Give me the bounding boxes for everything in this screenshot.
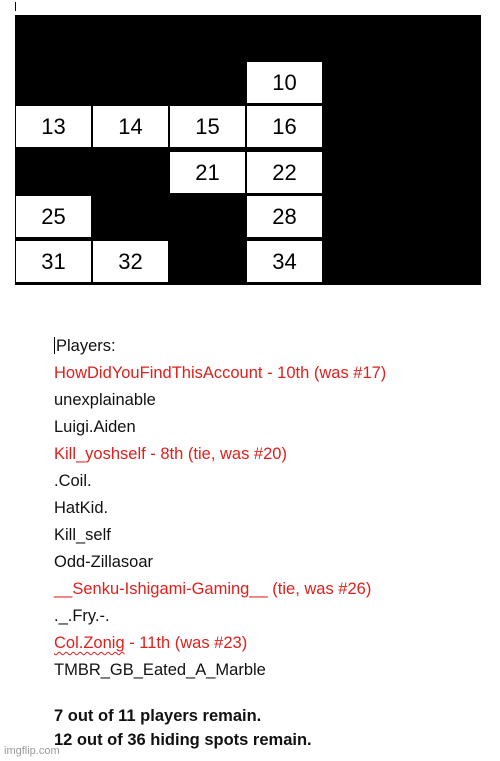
hiding-spot-cell: 28 [247,196,322,237]
player-eliminated: HowDidYouFindThisAccount - 10th (was #17) [54,364,387,382]
players-heading [54,333,494,360]
hiding-spot-cell: 15 [170,106,245,147]
hiding-spot-cell: 32 [93,241,168,282]
players-heading-text: Players: [56,337,116,355]
hiding-spot-cell: 31 [16,241,91,282]
hiding-spot-cell: 16 [247,106,322,147]
hiding-spot-cell: 13 [16,106,91,147]
text-cursor [15,2,16,11]
player-placement: - 11th (was #23) [124,634,248,652]
player-eliminated: __Senku-Ishigami-Gaming__ (tie, was #26) [54,580,372,598]
hiding-spot-board [15,15,481,285]
player-eliminated: Kill_yoshself - 8th (tie, was #20) [54,445,287,463]
hiding-spot-cell: 10 [247,62,322,103]
player-active: HatKid. [54,499,109,517]
player-name-spellcheck: Col.Zonig [54,634,125,652]
hiding-spot-cell: 22 [247,152,322,193]
player-active: Luigi.Aiden [54,418,136,436]
player-active: .Coil. [54,472,92,490]
imgflip-watermark: imgflip.com [4,745,60,757]
player-active: Kill_self [54,526,111,544]
hiding-spot-cell: 14 [93,106,168,147]
player-active: Odd-Zillasoar [54,553,154,571]
player-active: unexplainable [54,391,156,409]
game-summary [54,704,312,752]
player-active: ._.Fry.-. [54,607,110,625]
hiding-spot-cell: 21 [170,152,245,193]
player-eliminated [54,630,494,657]
players-remaining: 7 out of 11 players remain. [54,707,262,725]
hiding-spot-cell: 34 [247,241,322,282]
text-caret [54,337,55,354]
players-list [54,333,494,684]
spots-remaining: 12 out of 36 hiding spots remain. [54,731,312,749]
player-active: TMBR_GB_Eated_A_Marble [54,661,266,679]
hiding-spot-cell: 25 [16,196,91,237]
